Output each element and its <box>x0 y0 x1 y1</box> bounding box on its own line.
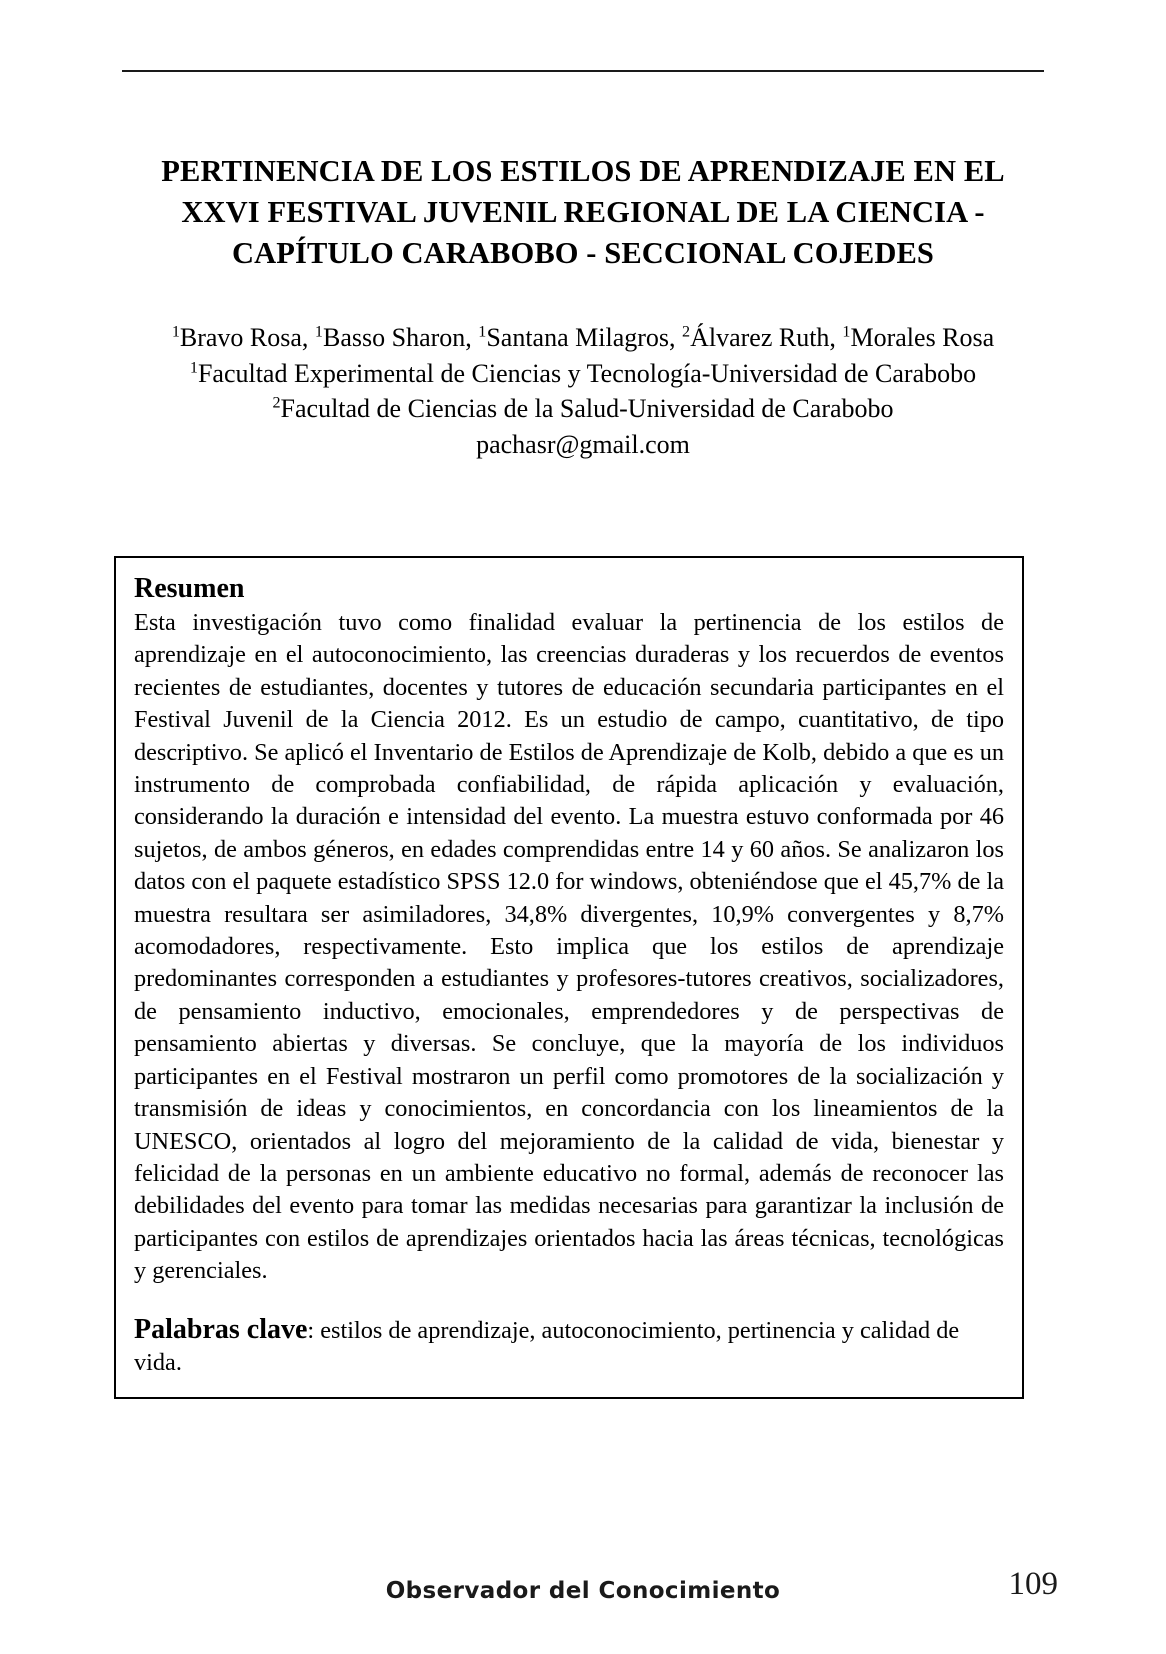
author-name-2: Basso Sharon, <box>322 323 479 352</box>
author-name-4: Álvarez Ruth, <box>690 323 843 352</box>
abstract-heading: Resumen <box>134 573 245 604</box>
page-title: PERTINENCIA DE LOS ESTILOS DE APRENDIZAJE EN EL XXVI FESTIVAL JUVENIL REGIONAL DE LA CIENCIA - CAPÍTULO CARABOBO - SECCIONAL COJEDES <box>161 154 1005 271</box>
footer-journal-name: Observador del Conocimiento <box>385 1578 781 1604</box>
affiliation-marker-1: 1 <box>189 358 198 376</box>
affiliation-1-text: Facultad Experimental de Ciencias y Tecnología-Universidad de Carabobo <box>197 358 977 388</box>
affiliation-2 <box>140 391 1026 427</box>
author-marker-3: 1 <box>478 323 487 341</box>
keywords-separator: : <box>307 1316 321 1344</box>
authors-line <box>140 320 1026 356</box>
affiliation-marker-2: 2 <box>272 394 281 412</box>
abstract-box <box>114 556 1024 1399</box>
author-name-5: Morales Rosa <box>850 323 995 352</box>
header-rule <box>122 70 1044 72</box>
keywords-label: Palabras clave <box>134 1313 308 1345</box>
affiliation-1 <box>140 356 1026 392</box>
author-marker-1: 1 <box>171 323 180 341</box>
author-name-3: Santana Milagros, <box>486 323 683 352</box>
authors-affiliations-block <box>140 320 1026 462</box>
author-marker-4: 2 <box>682 323 691 341</box>
author-name-1: Bravo Rosa, <box>179 323 315 352</box>
contact-email[interactable]: pachasr@gmail.com <box>476 429 690 459</box>
page-number: 109 <box>1008 1566 1058 1602</box>
keywords-block <box>134 1314 1004 1380</box>
author-marker-2: 1 <box>314 323 323 341</box>
keywords-values: estilos de aprendizaje, autoconocimiento, pertinencia y calidad de vida. <box>134 1316 960 1376</box>
affiliation-2-text: Facultad de Ciencias de la Salud-Universidad de Carabobo <box>280 394 894 423</box>
author-marker-5: 1 <box>842 323 851 341</box>
abstract-body: Esta investigación tuvo como finalidad evaluar la pertinencia de los estilos de aprendizaje en el autoconocimiento, las creencias duraderas y los recuerdos de eventos recientes de estudiantes, docentes y tutores de educación secundaria participantes en el Festival Juvenil de la Ciencia 2012. Es un estudio de campo, cuantitativo, de tipo descriptivo. Se aplicó el Inventario de Estilos de Aprendizaje de Kolb, debido a que es un instrumento de comprobada confiabilidad, de rápida aplicación y evaluación, considerando la duración e intensidad del evento. La muestra estuvo conformada por 46 sujetos, de ambos géneros, en edades comprendidas entre 14 y 60 años. Se analizaron los datos con el paquete estadístico SPSS 12.0 for windows, obteniéndose que el 45,7% de la muestra resultara ser asimiladores, 34,8% divergentes, 10,9% convergentes y 8,7% acomodadores, respectivamente. Esto implica que los estilos de aprendizaje predominantes corresponden a estudiantes y profesores-tutores creativos, socializadores, de pensamiento inductivo, emocionales, emprendedores y de perspectivas de pensamiento abiertas y diversas. Se concluye, que la mayoría de los individuos participantes en el Festival mostraron un perfil como promotores de la socialización y transmisión de ideas y conocimientos, en concordancia con los lineamientos de la UNESCO, orientados al logro del mejoramiento de la calidad de vida, bienestar y felicidad de la personas en un ambiente educativo no formal, además de reconocer las debilidades del evento para tomar las medidas necesarias para garantizar la inclusión de participantes con estilos de aprendizajes orientados hacia las áreas técnicas, tecnológicas y gerenciales. <box>134 609 1004 1285</box>
